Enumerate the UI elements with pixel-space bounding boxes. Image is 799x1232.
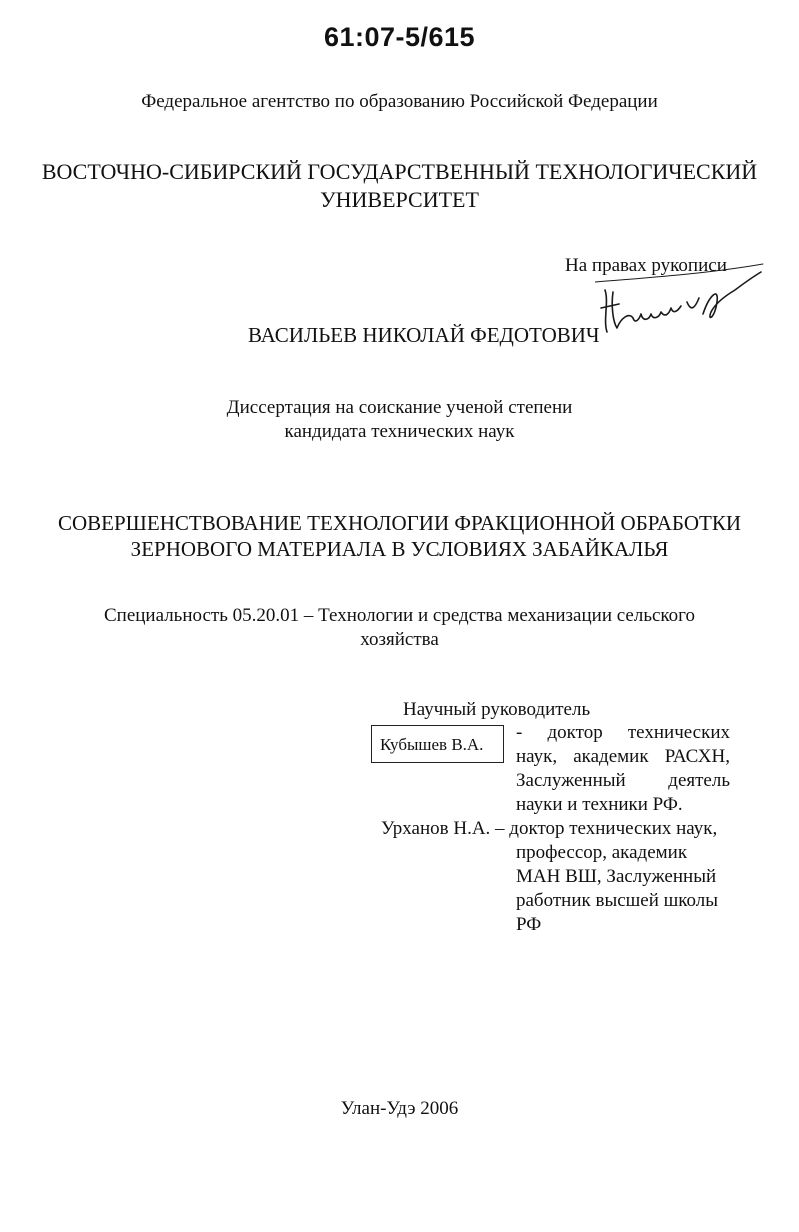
specialty-line: Специальность 05.20.01 – Технологии и средства механизации сельского (103, 605, 695, 626)
second-advisor-credentials (516, 841, 730, 937)
title-line: ЗЕРНОВОГО МАТЕРИАЛА В УСЛОВИЯХ ЗАБАЙКАЛЬЯ (130, 537, 669, 561)
credential-line: наук, академик РАСХН, (516, 746, 730, 767)
credential-line: профессор, академик (516, 842, 688, 863)
first-advisor-credentials (516, 721, 730, 817)
title-line: СОВЕРШЕНСТВОВАНИЕ ТЕХНОЛОГИИ ФРАКЦИОННОЙ ОБРАБОТКИ (58, 511, 741, 535)
city-year: Улан-Удэ 2006 (340, 1098, 459, 1119)
rights-note: На правах рукописи (565, 255, 727, 276)
university-line: ВОСТОЧНО-СИБИРСКИЙ ГОСУДАРСТВЕННЫЙ ТЕХНОЛОГИЧЕСКИЙ (41, 159, 758, 184)
degree-line: Диссертация на соискание ученой степени (226, 397, 573, 418)
dissertation-title (0, 510, 799, 562)
credential-line: Заслуженный деятель (516, 770, 730, 791)
specialty (0, 604, 799, 652)
credential-line: РФ (516, 914, 542, 935)
degree-line: кандидата технических наук (284, 421, 515, 442)
degree-statement (0, 396, 799, 444)
credential-line: работник высшей школы (516, 890, 719, 911)
credential-line: науки и техники РФ. (516, 794, 683, 815)
author-name: ВАСИЛЬЕВ НИКОЛАЙ ФЕДОТОВИЧ (248, 323, 600, 347)
specialty-line: хозяйства (360, 629, 439, 650)
university-name (0, 158, 799, 214)
first-advisor-name: Кубышев В.А. (371, 725, 504, 763)
credential-line: МАН ВШ, Заслуженный (516, 866, 717, 887)
agency-name: Федеральное агентство по образованию Российской Федерации (141, 91, 658, 112)
signature (595, 262, 765, 342)
second-advisor-lead: Урханов Н.А. – доктор технических наук, (381, 818, 718, 839)
credential-line: - доктор технических (516, 722, 730, 743)
university-line: УНИВЕРСИТЕТ (320, 187, 479, 212)
archive-code: 61:07-5/615 (323, 22, 476, 52)
advisor-heading: Научный руководитель (403, 699, 591, 720)
